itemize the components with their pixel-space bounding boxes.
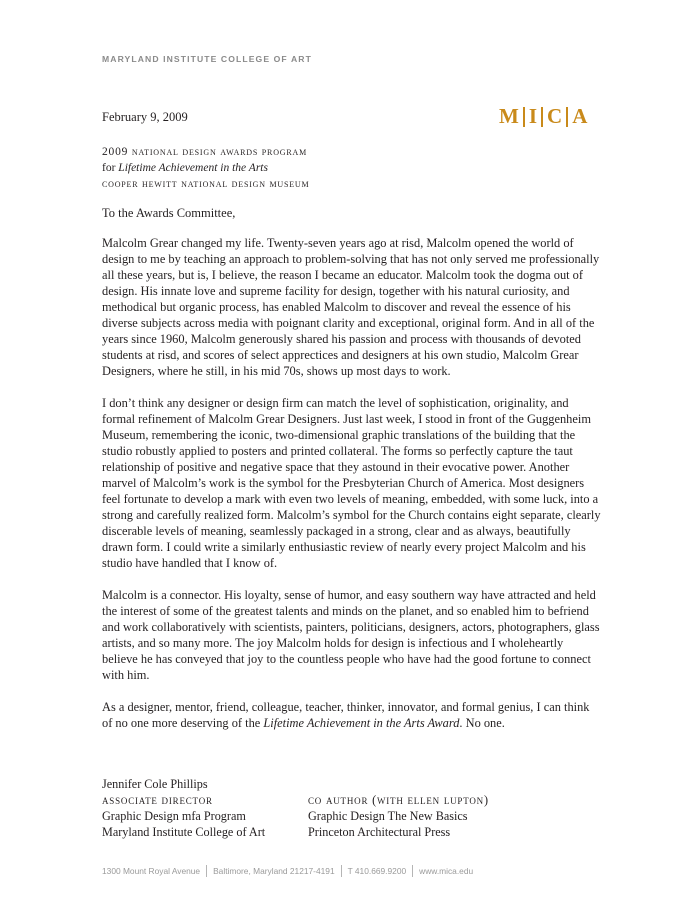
logo-letter-i: I — [528, 104, 538, 128]
paragraph-1: Malcolm Grear changed my life. Twenty-seven years ago at risd, Malcolm opened the world of design to me by teaching an approach to problem-solving that has not only served me professionally all these years, but is, I believe, the reason I became an educator. Malcolm took the dogma out of design. His innate love and supreme facility for design, together with his natural curiosity, and methodical but organic process, has enabled Malcolm to discover and reveal the essence of his diverse subjects across media with poignant clarity and exceptional, original form. And in all of the years since 1960, Malcolm generously shared his passion and process with thousands of devoted students at risd, and scores of select apprectices and designers at his own studio, Malcolm Grear Designers, where he still, in his mid 70s, shows up most days to work. — [102, 236, 600, 378]
footer-phone: T 410.669.9200 — [347, 866, 407, 876]
coauthor-label: co author (with ellen lupton) — [308, 793, 489, 807]
logo-divider — [541, 107, 543, 127]
program-line-2 — [102, 160, 309, 176]
logo-divider — [566, 107, 568, 127]
footer-divider — [412, 865, 413, 877]
publisher: Princeton Architectural Press — [308, 825, 451, 839]
footer-contact — [102, 865, 473, 877]
mica-logo — [497, 104, 589, 129]
program-line-3: cooper hewitt national design museum — [102, 178, 310, 190]
logo-letter-m: M — [499, 104, 519, 128]
logo-letter-a: A — [572, 104, 588, 128]
logo-letter-c: C — [547, 104, 563, 128]
paragraph-4-award: Lifetime Achievement in the Arts Award — [263, 716, 460, 730]
footer-address: 1300 Mount Royal Avenue — [102, 866, 201, 876]
paragraph-4 — [102, 699, 602, 731]
signer-org-line-2: Maryland Institute College of Art — [102, 825, 266, 839]
letter-date: February 9, 2009 — [102, 110, 188, 124]
signer-name: Jennifer Cole Phillips — [102, 777, 208, 791]
footer-divider — [206, 865, 207, 877]
signer-title: associate director — [102, 793, 213, 807]
paragraph-3: Malcolm is a connector. His loyalty, sense of humor, and easy southern way have attracted and held the interest of some of the greatest talents and minds on the planet, and so enabled him to befriend and work collaboratively with scientists, painters, politicians, designers, actors, photographers, glass artists, and so many more. The joy Malcolm holds for design is infectious and I wholeheartly believe he has conveyed that joy to the countless people who have had the good fortune to connect with him. — [102, 588, 600, 682]
paragraph-4-prefix: As a designer, mentor, friend, colleague, teacher, thinker, innovator, and formal genius, I can think of no one more deserving of the — [102, 700, 590, 730]
logo-divider — [523, 107, 525, 127]
salutation: To the Awards Committee, — [102, 206, 236, 220]
award-program-block — [102, 144, 309, 192]
signer-org-line-1: Graphic Design mfa Program — [102, 809, 246, 823]
program-line-1: 2009 national design awards program — [102, 146, 307, 158]
footer-city: Baltimore, Maryland 21217-4191 — [213, 866, 335, 876]
signature-left-column — [102, 776, 265, 840]
program-award-name: Lifetime Achievement in the Arts — [118, 162, 268, 174]
program-line-2-prefix: for — [102, 162, 119, 174]
footer-divider — [341, 865, 342, 877]
paragraph-4-suffix: . No one. — [459, 716, 505, 730]
signature-right-column — [308, 792, 489, 840]
footer-web: www.mica.edu — [419, 866, 474, 876]
book-title: Graphic Design The New Basics — [308, 809, 468, 823]
paragraph-2: I don’t think any designer or design firm can match the level of sophistication, originality, and formal refinement of Malcolm Grear Designers. Just last week, I stood in front of the Guggenheim Museum, remembering the iconic, two-dimensional graphic translations of the building that the studio robustly applied to posters and printed collateral. The forms so perfectly capture the taut relationship of positive and negative space that they astound in their evocative power. Another marvel of Malcolm’s work is the symbol for the Presbyterian Church of America. Most designers feel fortunate to develop a mark with even two levels of meaning, embedded, with some luck, into a strong and carefully realized form. Malcolm’s symbol for the Church contains eight separate, clearly discerable levels of meaning, seamlessly packaged in a strong, clear and as always, beautifully drawn form. I could write a similarly enthusiastic review of nearly every project Malcolm and his studio have handled that I know of. — [102, 396, 601, 570]
institution-header: MARYLAND INSTITUTE COLLEGE OF ART — [102, 54, 312, 64]
letter-body — [102, 235, 602, 747]
